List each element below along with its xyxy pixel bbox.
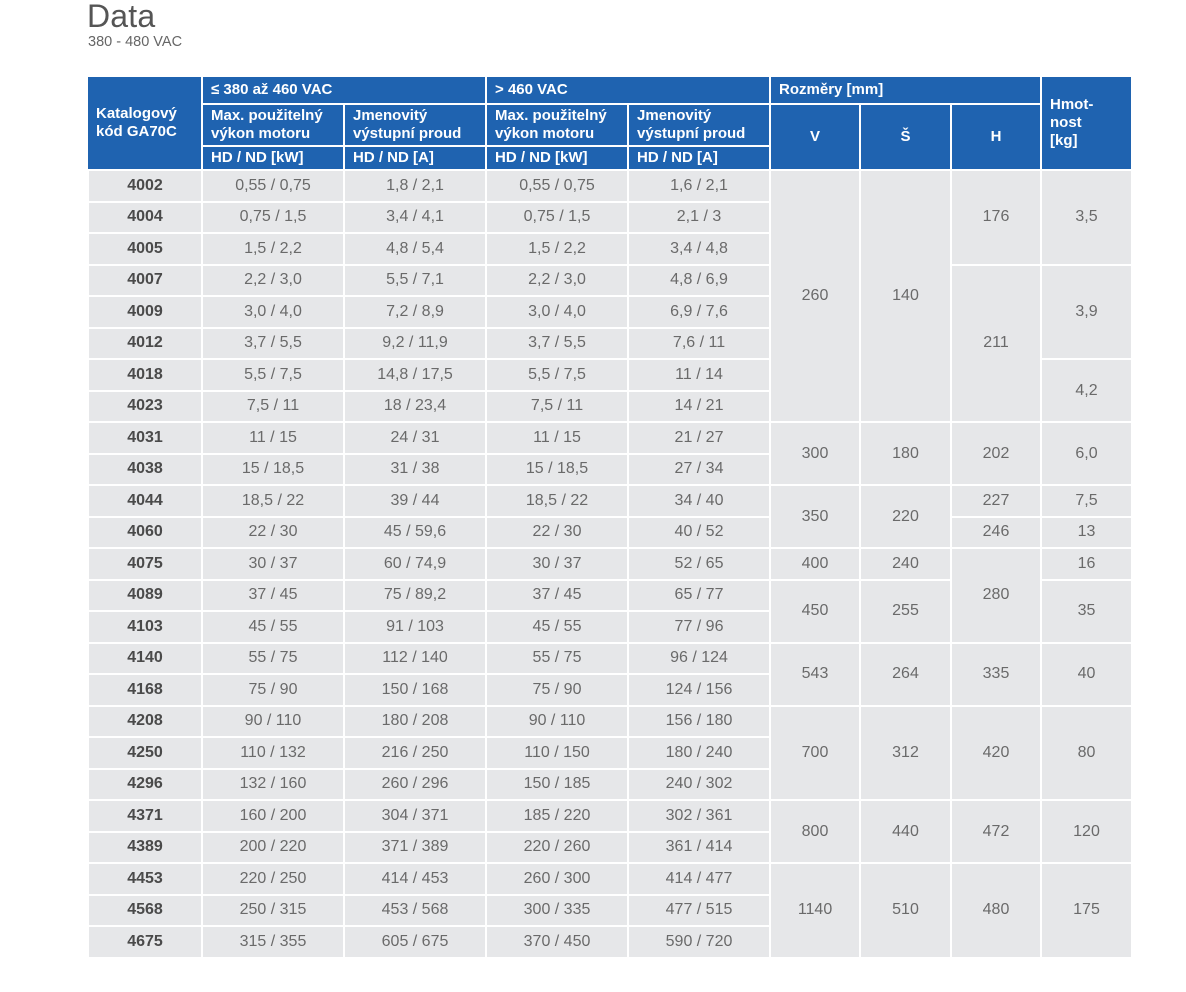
current-1-cell: 24 / 31 [344, 422, 486, 454]
power-1-cell: 7,5 / 11 [202, 391, 344, 423]
current-1-cell: 414 / 453 [344, 863, 486, 895]
current-2-cell: 414 / 477 [628, 863, 770, 895]
page-title: Data [87, 0, 156, 34]
power-1-cell: 37 / 45 [202, 580, 344, 612]
power-1-cell: 160 / 200 [202, 800, 344, 832]
current-2-cell: 7,6 / 11 [628, 328, 770, 360]
catalog-code-cell: 4018 [88, 359, 202, 391]
current-1-cell: 39 / 44 [344, 485, 486, 517]
header-dimensions: Rozměry [mm] [770, 76, 1041, 104]
header-unit-power-1: HD / ND [kW] [202, 146, 344, 170]
power-1-cell: 75 / 90 [202, 674, 344, 706]
catalog-code-cell: 4389 [88, 832, 202, 864]
header-group-380-460: ≤ 380 až 460 VAC [202, 76, 486, 104]
power-1-cell: 11 / 15 [202, 422, 344, 454]
dim-v-cell: 350 [770, 485, 860, 548]
table-row [88, 422, 1132, 454]
header-dim-h: H [951, 104, 1041, 170]
dim-h-cell: 420 [951, 706, 1041, 801]
header-current-1: Jmenovitý výstupní proud [344, 104, 486, 146]
power-1-cell: 22 / 30 [202, 517, 344, 549]
catalog-code-cell: 4075 [88, 548, 202, 580]
catalog-code-cell: 4568 [88, 895, 202, 927]
table-row [88, 800, 1132, 832]
dim-v-cell: 450 [770, 580, 860, 643]
current-1-cell: 371 / 389 [344, 832, 486, 864]
current-1-cell: 304 / 371 [344, 800, 486, 832]
catalog-code-cell: 4005 [88, 233, 202, 265]
weight-cell: 4,2 [1041, 359, 1132, 422]
catalog-code-cell: 4103 [88, 611, 202, 643]
current-1-cell: 4,8 / 5,4 [344, 233, 486, 265]
current-2-cell: 2,1 / 3 [628, 202, 770, 234]
current-1-cell: 60 / 74,9 [344, 548, 486, 580]
power-2-cell: 7,5 / 11 [486, 391, 628, 423]
power-2-cell: 370 / 450 [486, 926, 628, 958]
catalog-code-cell: 4038 [88, 454, 202, 486]
weight-cell: 120 [1041, 800, 1132, 863]
table-row [88, 706, 1132, 738]
current-2-cell: 6,9 / 7,6 [628, 296, 770, 328]
power-1-cell: 110 / 132 [202, 737, 344, 769]
weight-cell: 7,5 [1041, 485, 1132, 517]
power-1-cell: 315 / 355 [202, 926, 344, 958]
power-1-cell: 55 / 75 [202, 643, 344, 675]
current-1-cell: 7,2 / 8,9 [344, 296, 486, 328]
power-1-cell: 2,2 / 3,0 [202, 265, 344, 297]
header-power-1: Max. použitelný výkon motoru [202, 104, 344, 146]
catalog-code-cell: 4208 [88, 706, 202, 738]
power-2-cell: 3,7 / 5,5 [486, 328, 628, 360]
weight-cell: 80 [1041, 706, 1132, 801]
current-2-cell: 240 / 302 [628, 769, 770, 801]
power-1-cell: 200 / 220 [202, 832, 344, 864]
power-1-cell: 3,0 / 4,0 [202, 296, 344, 328]
power-2-cell: 1,5 / 2,2 [486, 233, 628, 265]
table-row [88, 517, 1132, 549]
dim-h-cell: 176 [951, 170, 1041, 265]
current-2-cell: 21 / 27 [628, 422, 770, 454]
current-1-cell: 14,8 / 17,5 [344, 359, 486, 391]
data-table [87, 75, 1133, 959]
power-2-cell: 0,55 / 0,75 [486, 170, 628, 202]
current-1-cell: 91 / 103 [344, 611, 486, 643]
current-1-cell: 216 / 250 [344, 737, 486, 769]
weight-cell: 3,5 [1041, 170, 1132, 265]
dim-s-cell: 440 [860, 800, 951, 863]
power-2-cell: 90 / 110 [486, 706, 628, 738]
weight-cell: 13 [1041, 517, 1132, 549]
power-2-cell: 75 / 90 [486, 674, 628, 706]
current-1-cell: 112 / 140 [344, 643, 486, 675]
table-row [88, 170, 1132, 202]
dim-h-cell: 472 [951, 800, 1041, 863]
power-2-cell: 37 / 45 [486, 580, 628, 612]
current-2-cell: 27 / 34 [628, 454, 770, 486]
power-1-cell: 18,5 / 22 [202, 485, 344, 517]
current-2-cell: 77 / 96 [628, 611, 770, 643]
header-dim-v: V [770, 104, 860, 170]
current-2-cell: 34 / 40 [628, 485, 770, 517]
catalog-code-cell: 4044 [88, 485, 202, 517]
current-2-cell: 14 / 21 [628, 391, 770, 423]
current-2-cell: 52 / 65 [628, 548, 770, 580]
power-2-cell: 45 / 55 [486, 611, 628, 643]
weight-cell: 16 [1041, 548, 1132, 580]
current-2-cell: 65 / 77 [628, 580, 770, 612]
catalog-code-cell: 4012 [88, 328, 202, 360]
current-1-cell: 75 / 89,2 [344, 580, 486, 612]
catalog-code-cell: 4675 [88, 926, 202, 958]
current-2-cell: 477 / 515 [628, 895, 770, 927]
current-2-cell: 156 / 180 [628, 706, 770, 738]
catalog-code-cell: 4007 [88, 265, 202, 297]
catalog-code-cell: 4453 [88, 863, 202, 895]
header-dim-s: Š [860, 104, 951, 170]
current-1-cell: 1,8 / 2,1 [344, 170, 486, 202]
current-1-cell: 9,2 / 11,9 [344, 328, 486, 360]
power-1-cell: 90 / 110 [202, 706, 344, 738]
current-2-cell: 361 / 414 [628, 832, 770, 864]
dim-v-cell: 1140 [770, 863, 860, 958]
dim-s-cell: 140 [860, 170, 951, 422]
power-1-cell: 1,5 / 2,2 [202, 233, 344, 265]
power-1-cell: 45 / 55 [202, 611, 344, 643]
header-catalog-code: Katalogový kód GA70C [88, 76, 202, 170]
power-1-cell: 3,7 / 5,5 [202, 328, 344, 360]
power-2-cell: 3,0 / 4,0 [486, 296, 628, 328]
power-2-cell: 150 / 185 [486, 769, 628, 801]
current-1-cell: 31 / 38 [344, 454, 486, 486]
dim-h-cell: 211 [951, 265, 1041, 423]
power-2-cell: 55 / 75 [486, 643, 628, 675]
power-2-cell: 11 / 15 [486, 422, 628, 454]
weight-cell: 40 [1041, 643, 1132, 706]
power-2-cell: 110 / 150 [486, 737, 628, 769]
current-2-cell: 590 / 720 [628, 926, 770, 958]
current-1-cell: 260 / 296 [344, 769, 486, 801]
current-1-cell: 605 / 675 [344, 926, 486, 958]
current-2-cell: 96 / 124 [628, 643, 770, 675]
power-2-cell: 185 / 220 [486, 800, 628, 832]
header-unit-current-1: HD / ND [A] [344, 146, 486, 170]
weight-cell: 175 [1041, 863, 1132, 958]
catalog-code-cell: 4009 [88, 296, 202, 328]
weight-cell: 3,9 [1041, 265, 1132, 360]
table-row [88, 265, 1132, 297]
page-subtitle: 380 - 480 VAC [88, 34, 183, 50]
dim-v-cell: 800 [770, 800, 860, 863]
current-1-cell: 5,5 / 7,1 [344, 265, 486, 297]
catalog-code-cell: 4296 [88, 769, 202, 801]
power-1-cell: 220 / 250 [202, 863, 344, 895]
dim-v-cell: 400 [770, 548, 860, 580]
current-2-cell: 180 / 240 [628, 737, 770, 769]
dim-s-cell: 180 [860, 422, 951, 485]
dim-v-cell: 300 [770, 422, 860, 485]
power-2-cell: 5,5 / 7,5 [486, 359, 628, 391]
weight-cell: 6,0 [1041, 422, 1132, 485]
catalog-code-cell: 4002 [88, 170, 202, 202]
catalog-code-cell: 4031 [88, 422, 202, 454]
dim-s-cell: 510 [860, 863, 951, 958]
power-2-cell: 15 / 18,5 [486, 454, 628, 486]
power-2-cell: 22 / 30 [486, 517, 628, 549]
current-1-cell: 3,4 / 4,1 [344, 202, 486, 234]
header-power-2: Max. použitelný výkon motoru [486, 104, 628, 146]
current-1-cell: 150 / 168 [344, 674, 486, 706]
power-1-cell: 30 / 37 [202, 548, 344, 580]
power-2-cell: 260 / 300 [486, 863, 628, 895]
dim-s-cell: 312 [860, 706, 951, 801]
current-2-cell: 4,8 / 6,9 [628, 265, 770, 297]
current-2-cell: 302 / 361 [628, 800, 770, 832]
catalog-code-cell: 4140 [88, 643, 202, 675]
power-1-cell: 0,55 / 0,75 [202, 170, 344, 202]
table-row [88, 863, 1132, 895]
current-1-cell: 453 / 568 [344, 895, 486, 927]
dim-h-cell: 227 [951, 485, 1041, 517]
catalog-code-cell: 4250 [88, 737, 202, 769]
dim-h-cell: 202 [951, 422, 1041, 485]
power-2-cell: 300 / 335 [486, 895, 628, 927]
catalog-code-cell: 4371 [88, 800, 202, 832]
dim-s-cell: 240 [860, 548, 951, 580]
power-1-cell: 15 / 18,5 [202, 454, 344, 486]
current-2-cell: 11 / 14 [628, 359, 770, 391]
current-2-cell: 1,6 / 2,1 [628, 170, 770, 202]
table-row [88, 643, 1132, 675]
current-2-cell: 40 / 52 [628, 517, 770, 549]
header-weight: Hmot- nost [kg] [1041, 76, 1132, 170]
current-1-cell: 18 / 23,4 [344, 391, 486, 423]
catalog-code-cell: 4004 [88, 202, 202, 234]
power-2-cell: 220 / 260 [486, 832, 628, 864]
current-2-cell: 124 / 156 [628, 674, 770, 706]
power-1-cell: 5,5 / 7,5 [202, 359, 344, 391]
power-2-cell: 18,5 / 22 [486, 485, 628, 517]
catalog-code-cell: 4168 [88, 674, 202, 706]
dim-v-cell: 260 [770, 170, 860, 422]
header-current-2: Jmenovitý výstupní proud [628, 104, 770, 146]
power-2-cell: 2,2 / 3,0 [486, 265, 628, 297]
dim-s-cell: 264 [860, 643, 951, 706]
table-row [88, 485, 1132, 517]
catalog-code-cell: 4089 [88, 580, 202, 612]
catalog-code-cell: 4060 [88, 517, 202, 549]
power-1-cell: 132 / 160 [202, 769, 344, 801]
dim-h-cell: 480 [951, 863, 1041, 958]
power-1-cell: 0,75 / 1,5 [202, 202, 344, 234]
dim-h-cell: 246 [951, 517, 1041, 549]
dim-v-cell: 700 [770, 706, 860, 801]
dim-s-cell: 255 [860, 580, 951, 643]
header-unit-power-2: HD / ND [kW] [486, 146, 628, 170]
power-2-cell: 30 / 37 [486, 548, 628, 580]
dim-s-cell: 220 [860, 485, 951, 548]
current-2-cell: 3,4 / 4,8 [628, 233, 770, 265]
power-2-cell: 0,75 / 1,5 [486, 202, 628, 234]
weight-cell: 35 [1041, 580, 1132, 643]
current-1-cell: 180 / 208 [344, 706, 486, 738]
dim-h-cell: 335 [951, 643, 1041, 706]
dim-v-cell: 543 [770, 643, 860, 706]
header-unit-current-2: HD / ND [A] [628, 146, 770, 170]
current-1-cell: 45 / 59,6 [344, 517, 486, 549]
table-row [88, 548, 1132, 580]
dim-h-cell: 280 [951, 548, 1041, 643]
power-1-cell: 250 / 315 [202, 895, 344, 927]
catalog-code-cell: 4023 [88, 391, 202, 423]
header-group-460: > 460 VAC [486, 76, 770, 104]
